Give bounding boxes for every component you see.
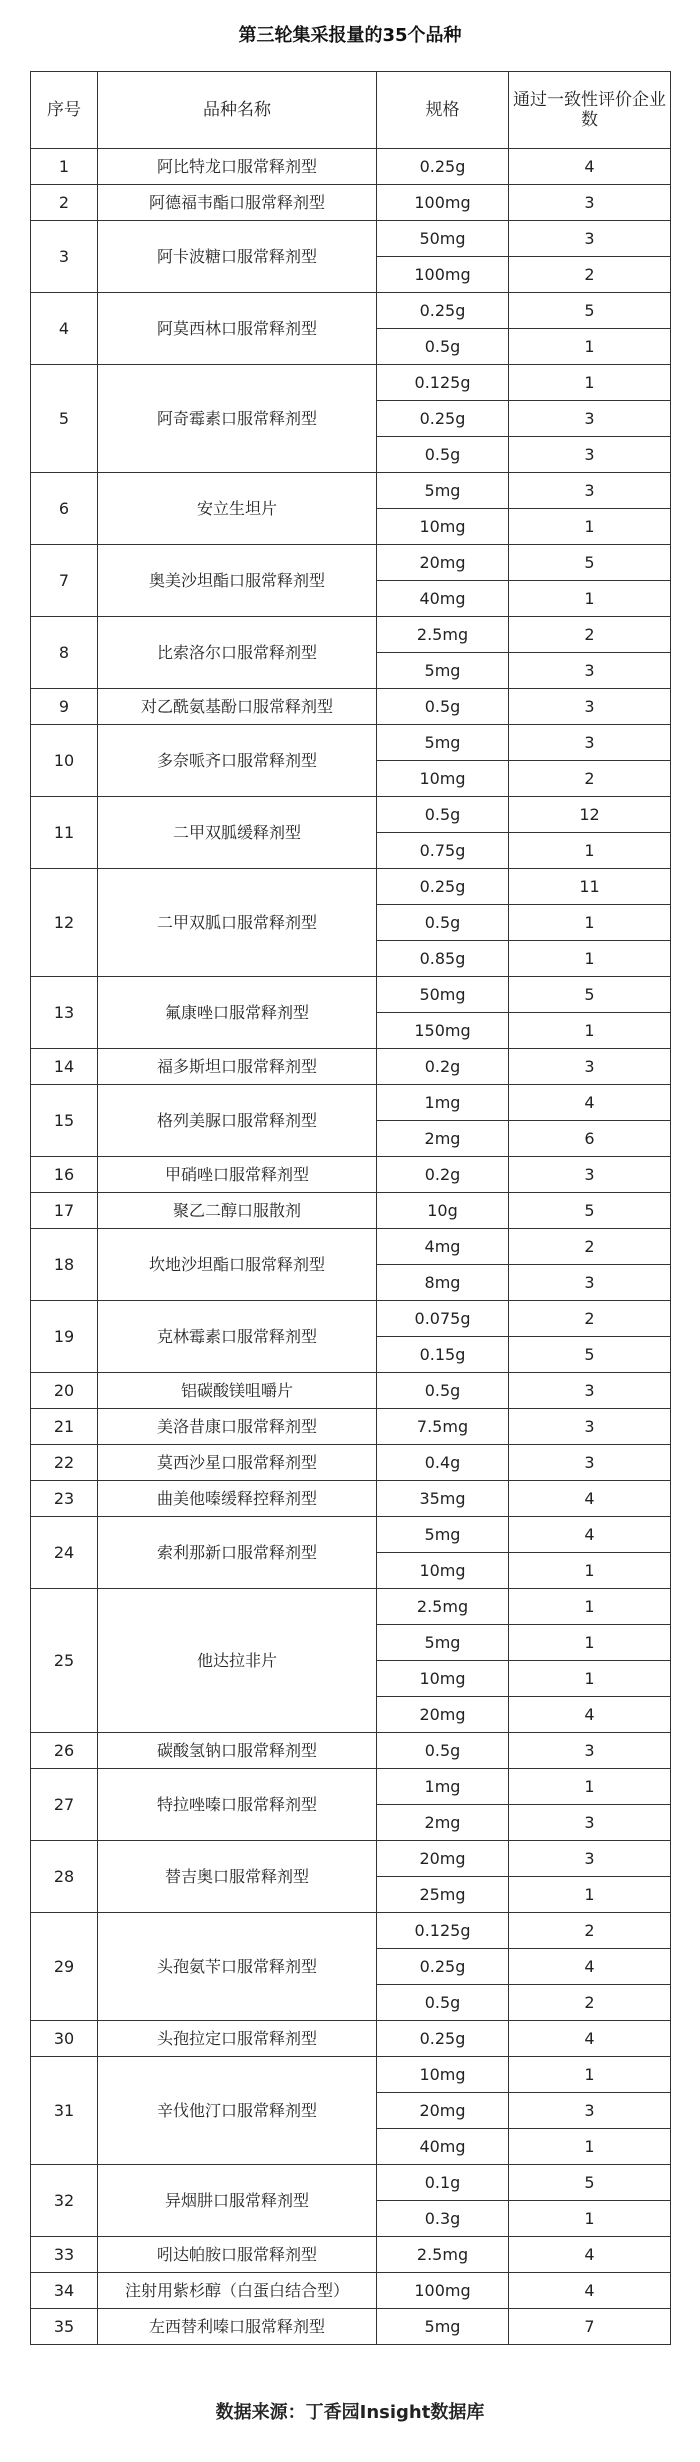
data-source: 数据来源：丁香园Insight数据库: [215, 2402, 485, 2423]
company-count: 1: [509, 1769, 671, 1805]
company-count: 1: [509, 2201, 671, 2237]
drug-spec: 40mg: [377, 2129, 509, 2165]
row-number: 12: [31, 869, 98, 977]
drug-spec: 0.125g: [377, 365, 509, 401]
row-number: 10: [31, 725, 98, 797]
table-row: [31, 293, 671, 329]
table-row: [31, 1229, 671, 1265]
header-row: [31, 72, 671, 149]
row-number: 24: [31, 1517, 98, 1589]
row-number: 7: [31, 545, 98, 617]
drug-spec: 0.075g: [377, 1301, 509, 1337]
table-row: [31, 1517, 671, 1553]
table-row: [31, 725, 671, 761]
row-number: 11: [31, 797, 98, 869]
company-count: 3: [509, 473, 671, 509]
drug-spec: 2mg: [377, 1805, 509, 1841]
drug-spec: 50mg: [377, 221, 509, 257]
company-count: 1: [509, 1013, 671, 1049]
drug-spec: 5mg: [377, 1625, 509, 1661]
company-count: 4: [509, 1481, 671, 1517]
table-row: [31, 1913, 671, 1949]
drug-spec: 0.5g: [377, 329, 509, 365]
row-number: 20: [31, 1373, 98, 1409]
table-row: [31, 2057, 671, 2093]
drug-spec: 20mg: [377, 2093, 509, 2129]
company-count: 2: [509, 1985, 671, 2021]
drug-spec: 40mg: [377, 581, 509, 617]
row-number: 26: [31, 1733, 98, 1769]
table-row: [31, 185, 671, 221]
company-count: 12: [509, 797, 671, 833]
company-count: 4: [509, 1085, 671, 1121]
row-number: 32: [31, 2165, 98, 2237]
drug-spec: 100mg: [377, 257, 509, 293]
drug-spec: 100mg: [377, 2273, 509, 2309]
company-count: 4: [509, 1949, 671, 1985]
company-count: 5: [509, 1337, 671, 1373]
row-number: 15: [31, 1085, 98, 1157]
company-count: 6: [509, 1121, 671, 1157]
drug-spec: 8mg: [377, 1265, 509, 1301]
table-row: [31, 1589, 671, 1625]
drug-name: 吲达帕胺口服常释剂型: [98, 2237, 377, 2273]
company-count: 4: [509, 2021, 671, 2057]
drug-spec: 0.25g: [377, 1949, 509, 1985]
drug-spec: 2.5mg: [377, 617, 509, 653]
drug-spec: 4mg: [377, 1229, 509, 1265]
company-count: 1: [509, 833, 671, 869]
company-count: 3: [509, 1841, 671, 1877]
table-row: [31, 797, 671, 833]
company-count: 7: [509, 2309, 671, 2345]
company-count: 3: [509, 1373, 671, 1409]
row-number: 28: [31, 1841, 98, 1913]
drug-spec: 0.4g: [377, 1445, 509, 1481]
drug-spec: 0.25g: [377, 149, 509, 185]
row-number: 25: [31, 1589, 98, 1733]
drug-spec: 10g: [377, 1193, 509, 1229]
row-number: 35: [31, 2309, 98, 2345]
company-count: 1: [509, 905, 671, 941]
row-number: 27: [31, 1769, 98, 1841]
row-number: 19: [31, 1301, 98, 1373]
table-row: [31, 545, 671, 581]
company-count: 1: [509, 329, 671, 365]
table-row: [31, 1157, 671, 1193]
drug-name: 多奈哌齐口服常释剂型: [98, 725, 377, 797]
company-count: 2: [509, 1229, 671, 1265]
table-row: [31, 149, 671, 185]
company-count: 3: [509, 689, 671, 725]
drug-spec: 0.3g: [377, 2201, 509, 2237]
company-count: 4: [509, 2273, 671, 2309]
row-number: 30: [31, 2021, 98, 2057]
drug-name: 莫西沙星口服常释剂型: [98, 1445, 377, 1481]
company-count: 5: [509, 545, 671, 581]
drug-name: 坎地沙坦酯口服常释剂型: [98, 1229, 377, 1301]
company-count: 3: [509, 2093, 671, 2129]
drug-name: 注射用紫杉醇（白蛋白结合型）: [98, 2273, 377, 2309]
drug-spec: 0.25g: [377, 293, 509, 329]
company-count: 2: [509, 761, 671, 797]
drug-spec: 1mg: [377, 1085, 509, 1121]
drug-name: 聚乙二醇口服散剂: [98, 1193, 377, 1229]
company-count: 1: [509, 1553, 671, 1589]
table-row: [31, 1373, 671, 1409]
drug-name: 左西替利嗪口服常释剂型: [98, 2309, 377, 2345]
row-number: 21: [31, 1409, 98, 1445]
company-count: 4: [509, 149, 671, 185]
drug-spec: 2mg: [377, 1121, 509, 1157]
drug-name: 二甲双胍缓释剂型: [98, 797, 377, 869]
table-row: [31, 473, 671, 509]
drug-spec: 5mg: [377, 473, 509, 509]
company-count: 11: [509, 869, 671, 905]
table-row: [31, 617, 671, 653]
drug-spec: 0.25g: [377, 869, 509, 905]
drug-name: 阿莫西林口服常释剂型: [98, 293, 377, 365]
drug-name: 阿德福韦酯口服常释剂型: [98, 185, 377, 221]
drug-name: 美洛昔康口服常释剂型: [98, 1409, 377, 1445]
table-row: [31, 1409, 671, 1445]
drug-spec: 10mg: [377, 1661, 509, 1697]
company-count: 5: [509, 977, 671, 1013]
drug-spec: 0.2g: [377, 1049, 509, 1085]
table-row: [31, 2021, 671, 2057]
drug-spec: 0.85g: [377, 941, 509, 977]
table-row: [31, 2309, 671, 2345]
drug-spec: 20mg: [377, 545, 509, 581]
row-number: 2: [31, 185, 98, 221]
row-number: 34: [31, 2273, 98, 2309]
drug-spec: 20mg: [377, 1841, 509, 1877]
company-count: 2: [509, 1913, 671, 1949]
table-row: [31, 869, 671, 905]
header-cell-name: 品种名称: [98, 72, 377, 149]
table-row: [31, 1301, 671, 1337]
drug-spec: 0.5g: [377, 1373, 509, 1409]
drug-spec: 0.25g: [377, 2021, 509, 2057]
drug-name: 头孢氨苄口服常释剂型: [98, 1913, 377, 2021]
company-count: 4: [509, 1517, 671, 1553]
drug-name: 曲美他嗪缓释控释剂型: [98, 1481, 377, 1517]
company-count: 2: [509, 1301, 671, 1337]
company-count: 3: [509, 1049, 671, 1085]
drug-name: 阿卡波糖口服常释剂型: [98, 221, 377, 293]
table-row: [31, 1733, 671, 1769]
table-header: [31, 72, 671, 149]
drug-spec: 5mg: [377, 725, 509, 761]
table-row: [31, 1841, 671, 1877]
table-row: [31, 1193, 671, 1229]
company-count: 3: [509, 185, 671, 221]
row-number: 33: [31, 2237, 98, 2273]
company-count: 4: [509, 1697, 671, 1733]
drug-spec: 10mg: [377, 761, 509, 797]
drug-spec: 0.5g: [377, 1733, 509, 1769]
table-row: [31, 221, 671, 257]
drug-spec: 10mg: [377, 509, 509, 545]
drug-name: 福多斯坦口服常释剂型: [98, 1049, 377, 1085]
table-row: [31, 977, 671, 1013]
drug-spec: 10mg: [377, 1553, 509, 1589]
drug-name: 特拉唑嗪口服常释剂型: [98, 1769, 377, 1841]
company-count: 5: [509, 1193, 671, 1229]
row-number: 18: [31, 1229, 98, 1301]
drug-name: 二甲双胍口服常释剂型: [98, 869, 377, 977]
drug-name: 克林霉素口服常释剂型: [98, 1301, 377, 1373]
drug-name: 辛伐他汀口服常释剂型: [98, 2057, 377, 2165]
row-number: 22: [31, 1445, 98, 1481]
drug-name: 他达拉非片: [98, 1589, 377, 1733]
drug-spec: 35mg: [377, 1481, 509, 1517]
company-count: 1: [509, 509, 671, 545]
drug-spec: 0.125g: [377, 1913, 509, 1949]
company-count: 3: [509, 725, 671, 761]
row-number: 23: [31, 1481, 98, 1517]
drug-name: 比索洛尔口服常释剂型: [98, 617, 377, 689]
company-count: 1: [509, 941, 671, 977]
drug-spec: 0.5g: [377, 437, 509, 473]
table-row: [31, 1445, 671, 1481]
drug-spec: 2.5mg: [377, 1589, 509, 1625]
drug-name: 阿比特龙口服常释剂型: [98, 149, 377, 185]
row-number: 31: [31, 2057, 98, 2165]
row-number: 17: [31, 1193, 98, 1229]
company-count: 3: [509, 1733, 671, 1769]
drug-name: 头孢拉定口服常释剂型: [98, 2021, 377, 2057]
drug-name: 安立生坦片: [98, 473, 377, 545]
drug-spec: 0.15g: [377, 1337, 509, 1373]
company-count: 2: [509, 257, 671, 293]
company-count: 3: [509, 401, 671, 437]
drug-name: 索利那新口服常释剂型: [98, 1517, 377, 1589]
drug-spec: 100mg: [377, 185, 509, 221]
drug-spec: 0.5g: [377, 905, 509, 941]
drug-table: [30, 71, 671, 2345]
company-count: 1: [509, 1625, 671, 1661]
company-count: 3: [509, 1265, 671, 1301]
drug-spec: 150mg: [377, 1013, 509, 1049]
row-number: 6: [31, 473, 98, 545]
drug-spec: 25mg: [377, 1877, 509, 1913]
row-number: 13: [31, 977, 98, 1049]
row-number: 8: [31, 617, 98, 689]
company-count: 3: [509, 653, 671, 689]
drug-spec: 5mg: [377, 2309, 509, 2345]
page-title: 第三轮集采报量的35个品种: [238, 25, 462, 46]
company-count: 5: [509, 293, 671, 329]
table-row: [31, 365, 671, 401]
table-row: [31, 1085, 671, 1121]
row-number: 29: [31, 1913, 98, 2021]
company-count: 3: [509, 221, 671, 257]
table-row: [31, 2237, 671, 2273]
company-count: 1: [509, 2129, 671, 2165]
drug-name: 阿奇霉素口服常释剂型: [98, 365, 377, 473]
company-count: 3: [509, 1805, 671, 1841]
company-count: 3: [509, 437, 671, 473]
company-count: 1: [509, 1877, 671, 1913]
drug-spec: 0.5g: [377, 797, 509, 833]
drug-spec: 0.2g: [377, 1157, 509, 1193]
row-number: 4: [31, 293, 98, 365]
company-count: 1: [509, 2057, 671, 2093]
company-count: 1: [509, 365, 671, 401]
company-count: 3: [509, 1157, 671, 1193]
company-count: 2: [509, 617, 671, 653]
row-number: 1: [31, 149, 98, 185]
drug-spec: 5mg: [377, 1517, 509, 1553]
company-count: 4: [509, 2237, 671, 2273]
row-number: 3: [31, 221, 98, 293]
table-row: [31, 1481, 671, 1517]
header-cell-number: 序号: [31, 72, 98, 149]
drug-name: 碳酸氢钠口服常释剂型: [98, 1733, 377, 1769]
company-count: 3: [509, 1409, 671, 1445]
drug-name: 格列美脲口服常释剂型: [98, 1085, 377, 1157]
company-count: 1: [509, 581, 671, 617]
company-count: 1: [509, 1589, 671, 1625]
drug-name: 异烟肼口服常释剂型: [98, 2165, 377, 2237]
drug-spec: 20mg: [377, 1697, 509, 1733]
table-body: [31, 149, 671, 2345]
drug-spec: 2.5mg: [377, 2237, 509, 2273]
drug-spec: 50mg: [377, 977, 509, 1013]
company-count: 5: [509, 2165, 671, 2201]
drug-spec: 0.5g: [377, 689, 509, 725]
drug-spec: 0.1g: [377, 2165, 509, 2201]
company-count: 1: [509, 1661, 671, 1697]
drug-name: 甲硝唑口服常释剂型: [98, 1157, 377, 1193]
header-cell-count: 通过一致性评价企业数: [509, 72, 671, 149]
table-row: [31, 2165, 671, 2201]
table-row: [31, 1769, 671, 1805]
company-count: 3: [509, 1445, 671, 1481]
drug-name: 替吉奥口服常释剂型: [98, 1841, 377, 1913]
drug-spec: 10mg: [377, 2057, 509, 2093]
row-number: 9: [31, 689, 98, 725]
drug-name: 对乙酰氨基酚口服常释剂型: [98, 689, 377, 725]
row-number: 16: [31, 1157, 98, 1193]
drug-spec: 7.5mg: [377, 1409, 509, 1445]
row-number: 5: [31, 365, 98, 473]
table-row: [31, 2273, 671, 2309]
drug-name: 奥美沙坦酯口服常释剂型: [98, 545, 377, 617]
drug-spec: 0.75g: [377, 833, 509, 869]
row-number: 14: [31, 1049, 98, 1085]
drug-spec: 1mg: [377, 1769, 509, 1805]
drug-spec: 5mg: [377, 653, 509, 689]
drug-spec: 0.5g: [377, 1985, 509, 2021]
table-row: [31, 689, 671, 725]
table-row: [31, 1049, 671, 1085]
header-cell-spec: 规格: [377, 72, 509, 149]
drug-name: 铝碳酸镁咀嚼片: [98, 1373, 377, 1409]
drug-spec: 0.25g: [377, 401, 509, 437]
drug-name: 氟康唑口服常释剂型: [98, 977, 377, 1049]
